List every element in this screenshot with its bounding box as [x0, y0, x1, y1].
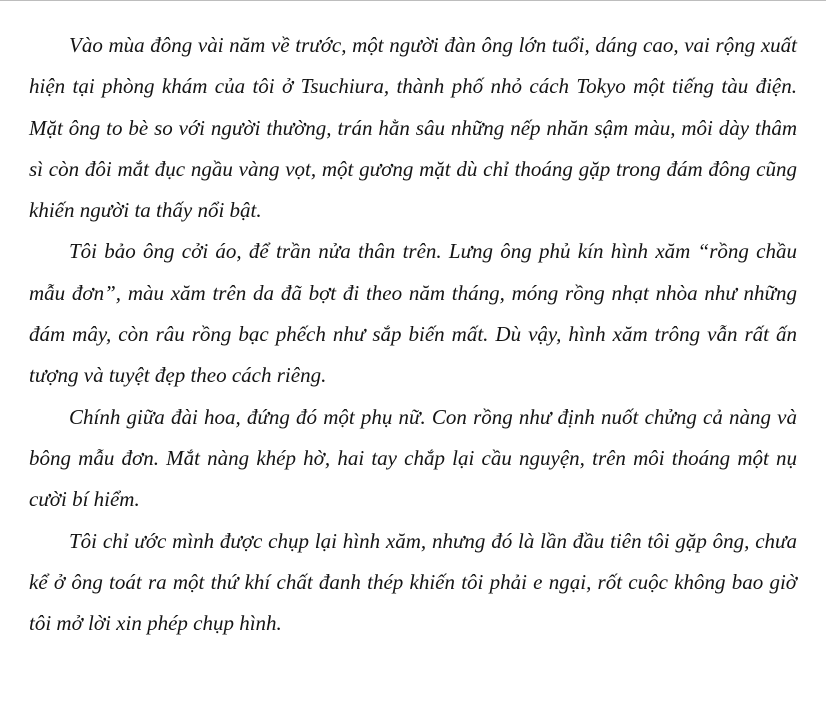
top-divider: [0, 0, 826, 1]
document-body: [29, 25, 797, 644]
paragraph-3: Chính giữa đài hoa, đứng đó một phụ nữ. Con rồng như định nuốt chửng cả nàng và bông mẫu đơn. Mắt nàng khép hờ, hai tay chắp lại cầu nguyện, trên môi thoáng một nụ cười bí hiểm.: [29, 404, 797, 512]
paragraph-2: Tôi bảo ông cởi áo, để trần nửa thân trên. Lưng ông phủ kín hình xăm “rồng chầu mẫu đơn”, màu xăm trên da đã bợt đi theo năm tháng, móng rồng nhạt nhòa như những đám mây, còn râu rồng bạc phếch như sắp biến mất. Dù vậy, hình xăm trông vẫn rất ấn tượng và tuyệt đẹp theo cách riêng.: [29, 239, 797, 388]
paragraph-1: Vào mùa đông vài năm về trước, một người đàn ông lớn tuổi, dáng cao, vai rộng xuất hiện tại phòng khám của tôi ở Tsuchiura, thành phố nhỏ cách Tokyo một tiếng tàu điện. Mặt ông to bè so với người thường, trán hằn sâu những nếp nhăn sậm màu, môi dày thâm sì còn đôi mắt đục ngầu vàng vọt, một gương mặt dù chỉ thoáng gặp trong đám đông cũng khiến người ta thấy nổi bật.: [29, 33, 797, 223]
paragraph-4: Tôi chỉ ước mình được chụp lại hình xăm, nhưng đó là lần đầu tiên tôi gặp ông, chưa kể ở ông toát ra một thứ khí chất đanh thép khiến tôi phải e ngại, rốt cuộc không bao giờ tôi mở lời xin phép chụp hình.: [29, 528, 797, 636]
